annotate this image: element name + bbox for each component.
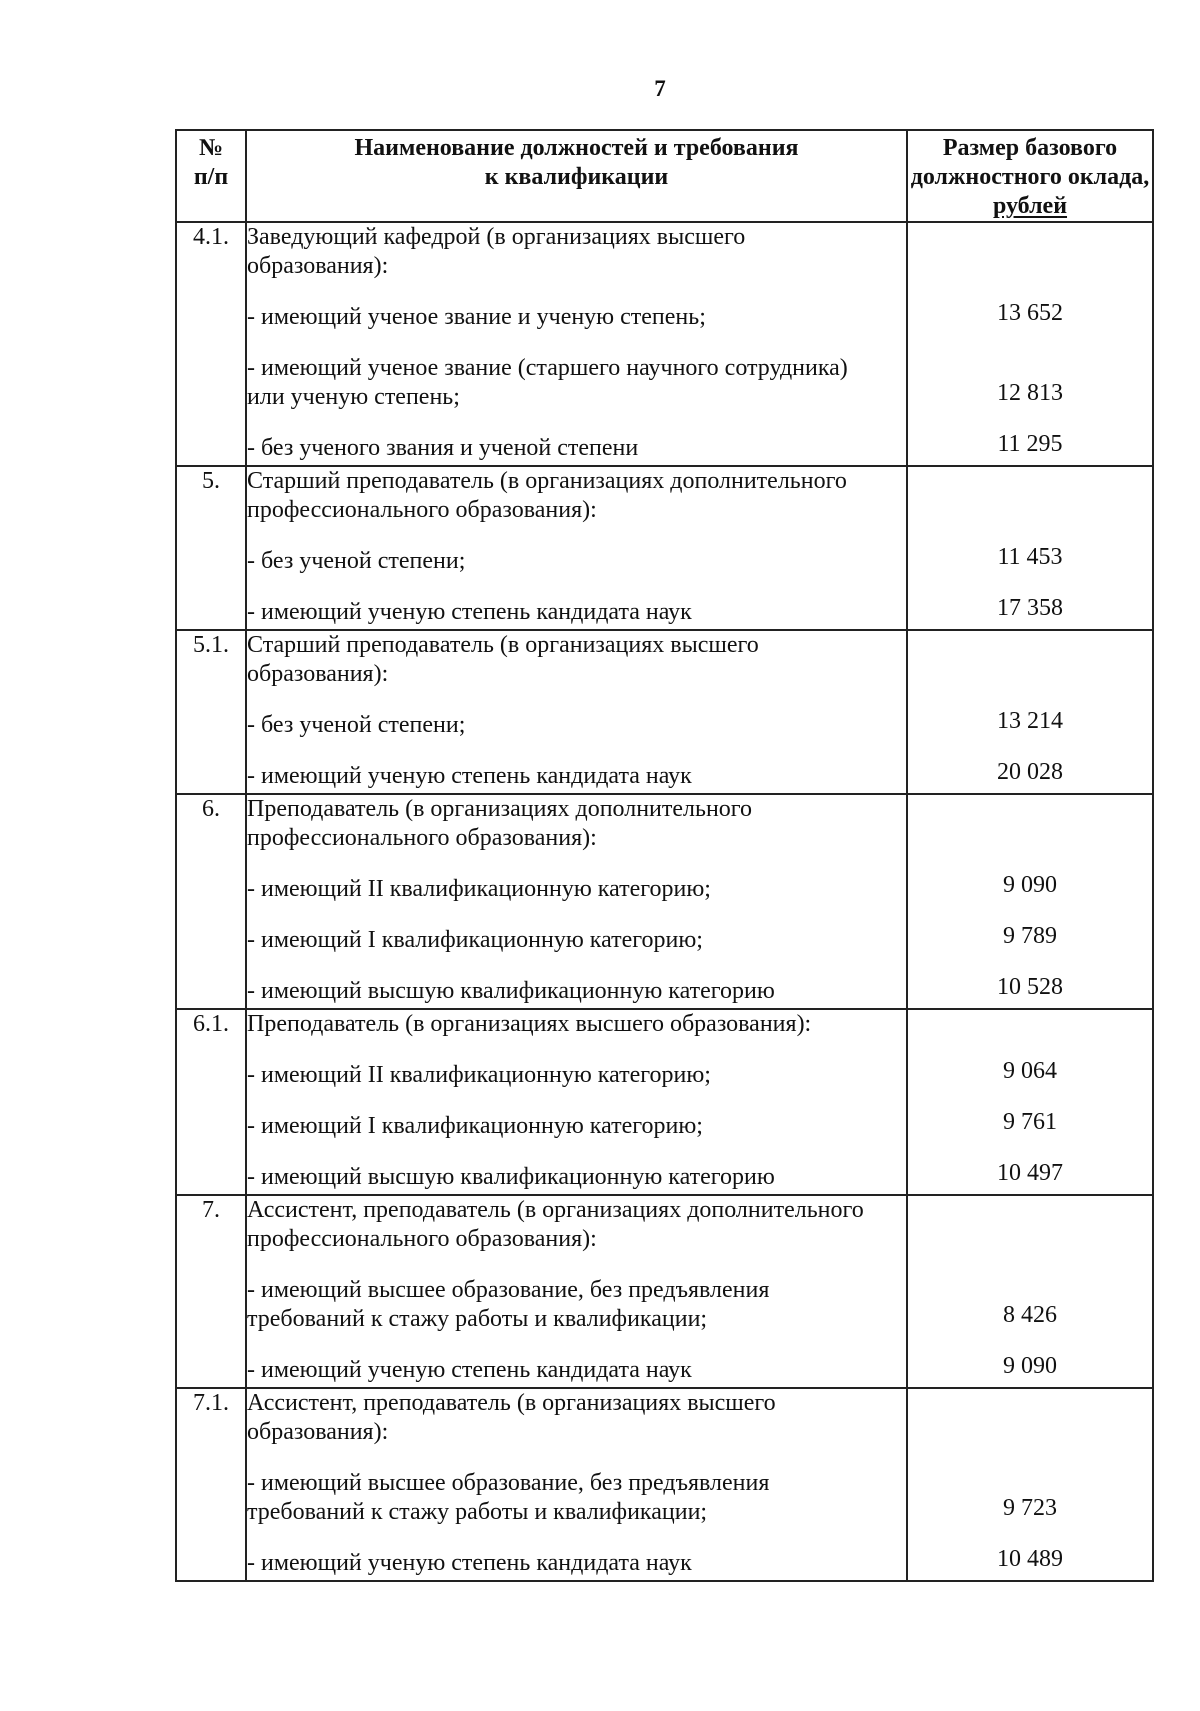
header-salary [907,130,1153,222]
salary-cell [907,630,1153,794]
requirement-text: - имеющий II квалификационную категорию; [247,876,711,902]
requirement-text: - имеющий ученую степень кандидата наук [247,1357,692,1383]
table-row [176,1195,1153,1388]
salary-value: 9 789 [1003,923,1057,949]
row-number: 7. [176,1195,246,1388]
requirement-item [247,875,906,904]
requirement-item [247,547,906,576]
requirement-item [247,711,906,740]
requirement-item [247,1276,906,1334]
salary-cell [907,1388,1153,1581]
table-row [176,1388,1153,1581]
row-number: 5.1. [176,630,246,794]
position-title [247,223,906,281]
position-title-line: Преподаватель (в организациях дополнительного [247,796,753,822]
row-number: 4.1. [176,222,246,466]
salary-cell [907,222,1153,466]
position-description [246,630,907,794]
salary-cell [907,794,1153,1009]
row-number: 5. [176,466,246,630]
requirement-item [247,977,906,1006]
table-row [176,1009,1153,1195]
requirement-text: - имеющий ученую степень кандидата наук [247,599,692,625]
position-title [247,1389,906,1447]
requirement-text: или ученую степень; [247,384,460,410]
requirement-item [247,1061,906,1090]
position-title-line: образования): [247,1419,389,1445]
salary-value: 11 453 [997,544,1063,570]
salary-value: 12 813 [997,380,1063,406]
salary-value: 9 090 [1003,1353,1057,1379]
requirement-text: - имеющий I квалификационную категорию; [247,927,703,953]
requirement-item [247,1549,906,1578]
position-description [246,1195,907,1388]
salary-value: 8 426 [1003,1302,1057,1328]
requirement-text: - имеющий ученое звание и ученую степень; [247,304,706,330]
header-salary-line: должностного оклада, [910,164,1150,190]
requirement-item [247,1469,906,1527]
requirement-text: - без ученого звания и ученой степени [247,435,639,461]
position-title-line: профессионального образования): [247,825,597,851]
requirement-item [247,926,906,955]
header-position-line: к квалификации [484,164,669,190]
requirement-text: - имеющий высшую квалификационную категорию [247,1164,775,1190]
requirement-item [247,1356,906,1385]
row-number: 6. [176,794,246,1009]
requirement-text: - без ученой степени; [247,712,466,738]
requirement-text: требований к стажу работы и квалификации; [247,1499,708,1525]
requirement-text: - имеющий ученую степень кандидата наук [247,763,692,789]
salary-cell [907,1009,1153,1195]
position-title-line: профессионального образования): [247,497,597,523]
header-position-line: Наименование должностей и требования [354,135,799,161]
salary-value: 9 761 [1003,1109,1057,1135]
position-title [247,1010,906,1039]
requirement-text: - имеющий высшее образование, без предъявления [247,1277,770,1303]
table-row [176,630,1153,794]
position-title [247,795,906,853]
requirement-text: - без ученой степени; [247,548,466,574]
header-number [176,130,246,222]
header-number-line: № [198,135,224,161]
requirement-item [247,354,906,412]
salary-cell [907,1195,1153,1388]
header-salary-line: рублей [992,193,1068,219]
requirement-text: - имеющий ученое звание (старшего научного сотрудника) [247,355,848,381]
table-header-row [176,130,1153,222]
position-title-line: образования): [247,661,389,687]
salary-table [175,129,1154,1582]
requirement-item [247,434,906,463]
position-title-line: Старший преподаватель (в организациях дополнительного [247,468,847,494]
requirement-text: - имеющий I квалификационную категорию; [247,1113,703,1139]
requirement-text: - имеющий II квалификационную категорию; [247,1062,711,1088]
salary-value: 13 652 [997,300,1063,326]
position-title-line: Преподаватель (в организациях высшего образования): [247,1011,812,1037]
salary-value: 9 090 [1003,872,1057,898]
requirement-text: - имеющий высшую квалификационную категорию [247,978,775,1004]
position-description [246,1388,907,1581]
salary-value: 10 528 [997,974,1063,1000]
position-title-line: профессионального образования): [247,1226,597,1252]
requirement-item [247,762,906,791]
salary-cell [907,466,1153,630]
salary-value: 9 064 [1003,1058,1057,1084]
salary-value: 10 489 [997,1546,1063,1572]
row-number: 7.1. [176,1388,246,1581]
requirement-item [247,303,906,332]
header-salary-line: Размер базового [942,135,1118,161]
requirement-item [247,598,906,627]
table-row [176,794,1153,1009]
header-number-line: п/п [193,164,229,190]
position-title-line: образования): [247,253,389,279]
requirement-item [247,1163,906,1192]
position-title [247,631,906,689]
salary-value: 11 295 [997,431,1063,457]
position-title-line: Ассистент, преподаватель (в организациях дополнительного [247,1197,864,1223]
position-description [246,466,907,630]
salary-value: 13 214 [997,708,1063,734]
table-row [176,222,1153,466]
position-description [246,1009,907,1195]
position-description [246,222,907,466]
position-title [247,1196,906,1254]
requirement-text: - имеющий ученую степень кандидата наук [247,1550,692,1576]
requirement-text: - имеющий высшее образование, без предъявления [247,1470,770,1496]
salary-value: 9 723 [1003,1495,1057,1521]
header-position [246,130,907,222]
salary-value: 10 497 [997,1160,1063,1186]
row-number: 6.1. [176,1009,246,1195]
table-row [176,466,1153,630]
requirement-item [247,1112,906,1141]
position-title [247,467,906,525]
salary-value: 17 358 [997,595,1063,621]
position-title-line: Старший преподаватель (в организациях высшего [247,632,759,658]
page-number: 7 [654,76,666,101]
requirement-text: требований к стажу работы и квалификации; [247,1306,708,1332]
salary-value: 20 028 [997,759,1063,785]
position-description [246,794,907,1009]
position-title-line: Заведующий кафедрой (в организациях высшего [247,224,746,250]
position-title-line: Ассистент, преподаватель (в организациях высшего [247,1390,776,1416]
